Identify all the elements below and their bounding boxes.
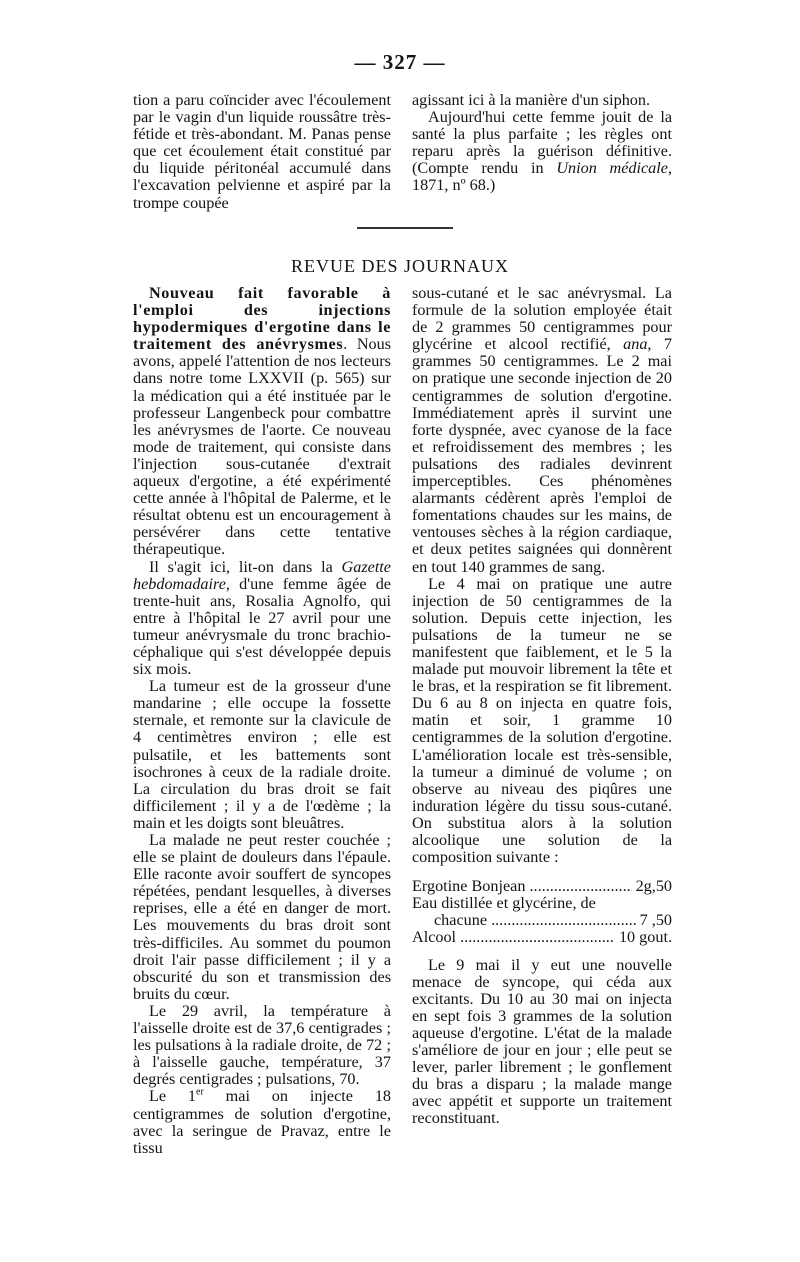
article-paragraph: Il s'agit ici, lit-on dans la Gazette hebdomadaire, d'une femme âgée de trente-huit ans, Rosalia Agnolfo, qui entre à l'hôpital le 27 avril pour une tumeur anévrysmale du tronc brachio-céphalique qui s'est développée depuis six mois. — [133, 557, 391, 679]
article-title: Nouveau fait favorable à l'emploi des injections hypodermiques d'ergotine dans le traitement des anévrysmes — [133, 284, 391, 354]
article-paragraph: Le 9 mai il y eut une nouvelle menace de syncope, qui céda aux excitants. Du 10 au 30 mai on injecta en sept fois 3 grammes de la solution aqueuse d'ergotine. L'état de la malade s'améliore de jour en jour ; elle peut se lever, parler librement ; le gonflement du bras a disparu ; la malade mange avec appétit et supporte un traitement reconstituant. — [412, 955, 672, 1128]
siphon-paragraph: agissant ici à la manière d'un siphon. — [412, 91, 651, 109]
formula-ingredient: chacune ..... — [434, 912, 636, 929]
formula-row — [412, 912, 672, 929]
article-paragraph: sous-cutané et le sac anévrysmal. La formule de la solution employée était de 2 grammes 50 centigrammes pour glycérine et alcool rectifié, ana, 7 grammes 50 centigrammes. Le 2 mai on pratique une seconde injection de 20 centigrammes de solution d'ergotine. Immédiatement après il survint une forte dyspnée, avec cyanose de la face et refroidissement des membres ; les pulsations des radiales devinrent imperceptibles. Ces phénomènes alarmants cédèrent après l'emploi de fomentations chaudes sur les mains, de ventouses sèches à la région cardiaque, et deux petites saignées qui donnèrent en tout 140 grammes de sang. — [412, 284, 672, 576]
formula-list — [412, 878, 672, 946]
section-title: REVUE DES JOURNAUX — [290, 256, 509, 276]
formula-row — [412, 895, 672, 912]
article-left-column — [133, 285, 391, 1157]
formula-quantity: 7 ,50 — [639, 911, 672, 930]
article-intro-paragraph: Nouveau fait favorable à l'emploi des injections hypodermiques d'ergotine dans le traitement des anévrysmes. Nous avons, appelé l'attention de nos lecteurs dans notre tome LXXVII (p. 565) sur la médication qui a été instituée par le professeur Langenbeck pour combattre les anévrysmes de l'aorte. Ce nouveau mode de traitement, qui consiste dans l'injection sous-cutanée d'extrait aqueux d'ergotine, a été expérimenté cette année à l'hôpital de Palerme, et le résultat obtenu est un encouragement à persévérer dans cette tentative thérapeutique. — [133, 284, 391, 559]
article-paragraph: Le 4 mai on pratique une autre injection de 50 centigrammes de la solution. Depuis cette injection, les pulsations de la tumeur ne se manifestent que faiblement, et le 5 la malade put mouvoir librement la tête et le bras, et la respiration se fit librement. Du 6 au 8 on injecta en quatre fois, matin et soir, 1 gramme 10 centigrammes de la solution d'ergotine. L'amélioration locale est très-sensible, la tumeur a diminué de volume ; on observe au niveau des piqûres une induration légère du tissu sous-cutané. On substitua alors à la solution alcoolique une solution de la composition suivante : — [412, 574, 672, 867]
top-left-column — [133, 92, 391, 212]
top-right-column — [412, 92, 672, 195]
formula-quantity: 10 gout. — [618, 928, 672, 947]
article-right-column — [412, 285, 672, 1128]
formula-row — [412, 929, 672, 946]
ana-term: ana — [623, 335, 648, 354]
recovery-paragraph: Aujourd'hui cette femme jouit de la santé la plus parfaite ; les règles ont reparu après la guérison définitive. (Compte rendu in Union médicale, 1871, nº 68.) — [412, 108, 672, 195]
article-paragraph: La malade ne peut rester couchée ; elle se plaint de douleurs dans l'épaule. Elle raconte avoir souffert de syncopes répétées, pendant lesquelles, à diverses reprises, elle a été en danger de mort. Les mouvements du bras droit sont très-difficiles. Au sommet du poumon droit l'air passe difficilement ; il y a obscurité du son et transmission des bruits du cœur. — [133, 831, 391, 1003]
source-journal: Union médicale — [556, 159, 668, 178]
formula-row — [412, 878, 672, 895]
formula-ingredient: Ergotine Bonjean ..... — [412, 878, 632, 895]
section-divider — [357, 227, 453, 229]
formula-ingredient: Alcool ..... — [412, 929, 615, 946]
previous-article-end-paragraph: tion a paru coïncider avec l'écoulement par le vagin d'un liquide roussâtre très-fétide et très-abondant. M. Panas pense que cet écoulement était constitué par du liquide péritonéal accumulé dans l'excavation pelvienne et aspiré par la trompe coupée — [133, 91, 391, 212]
article-paragraph: Le 29 avril, la température à l'aisselle droite est de 37,6 centigrades ; les pulsations à la radiale droite, de 72 ; à l'aisselle gauche, température, 37 degrés centigrades ; pulsations, 70. — [133, 1001, 391, 1089]
formula-ingredient: Eau distillée et glycérine, de — [412, 894, 596, 913]
article-paragraph: La tumeur est de la grosseur d'une mandarine ; elle occupe la fossette sternale, et remonte sur la clavicule de 4 centimètres environ ; elle est pulsatile, et les battements sont isochrones à ceux de la radiale droite. La circulation du bras droit se fait difficilement ; il y a de l'œdème ; la main et les doigts sont bleuâtres. — [133, 677, 391, 832]
article-paragraph: Le 1er mai on injecte 18 centigrammes de solution d'ergotine, avec la seringue de Pravaz, entre le tissu — [133, 1087, 392, 1157]
source-journal: Gazette hebdomadaire — [133, 557, 391, 593]
page-number: — 327 — — [354, 50, 446, 74]
formula-quantity: 2g,50 — [635, 877, 672, 896]
